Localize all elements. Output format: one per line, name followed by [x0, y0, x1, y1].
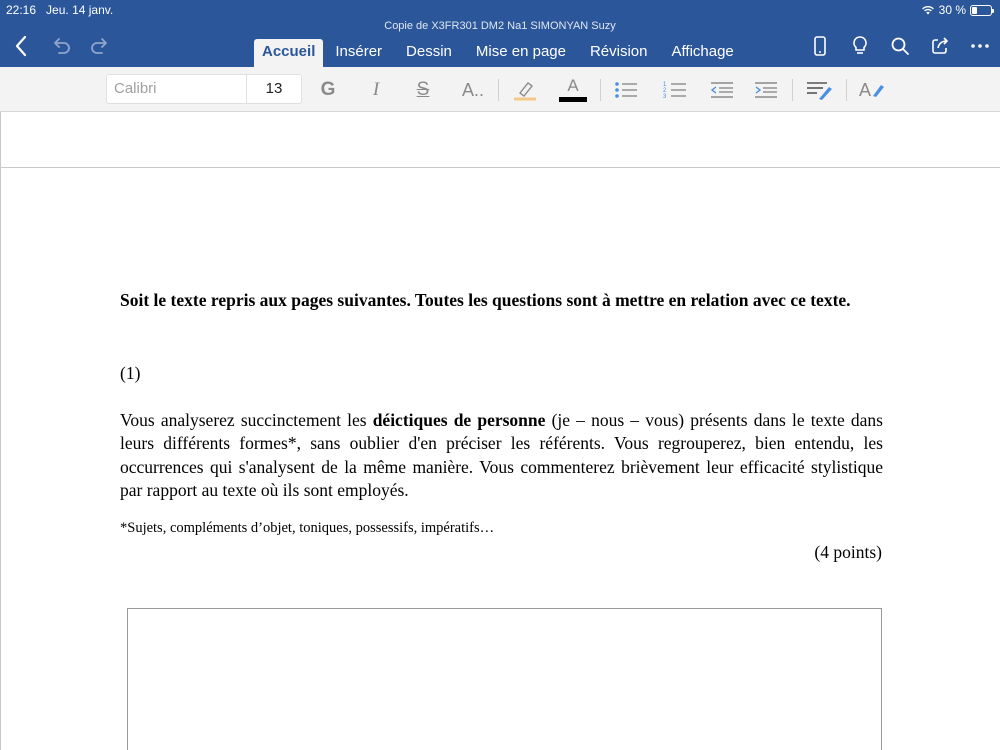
answer-box[interactable]	[127, 608, 882, 750]
ribbon-separator	[600, 79, 601, 101]
footnote: *Sujets, compléments d’objet, toniques, possessifs, impératifs…	[120, 520, 495, 536]
bullet-list-icon[interactable]	[612, 77, 640, 103]
redo-icon[interactable]	[87, 33, 113, 59]
status-time: 22:16	[6, 3, 37, 17]
font-color-button[interactable]	[558, 77, 588, 103]
document-canvas[interactable]	[0, 112, 1000, 750]
italic-button[interactable]: I	[372, 79, 380, 100]
status-indicators	[921, 3, 992, 17]
decrease-indent-icon[interactable]	[708, 77, 736, 103]
increase-indent-icon[interactable]	[752, 77, 780, 103]
font-controls	[106, 74, 302, 104]
brush-icon	[871, 82, 885, 98]
question-number: (1)	[120, 363, 141, 383]
tab-revision[interactable]: Révision	[589, 43, 648, 60]
font-name-field[interactable]: Calibri	[107, 75, 247, 103]
svg-text:3: 3	[663, 94, 667, 100]
page-break	[1, 167, 1000, 168]
svg-text:1: 1	[663, 82, 667, 88]
paragraph-text-end: (je – nous – vous) présents dans le texte dans leurs différents formes*, sans oublier d'en préciser les référents. Vous regrouperez, bien entendu, les occurrences qui s'analysent de la même manière. Vous commenterez brièvement leur efficacité stylistique par rapport au texte où ils sont employés.	[120, 410, 883, 500]
battery-percent: 30 %	[938, 3, 966, 17]
tab-mise-en-page[interactable]: Mise en page	[475, 43, 566, 60]
status-clock	[6, 3, 113, 17]
battery-icon	[970, 5, 992, 16]
ribbon-separator	[846, 79, 847, 101]
phone-icon[interactable]	[808, 34, 832, 58]
ribbon-separator	[792, 79, 793, 101]
share-icon[interactable]	[928, 34, 952, 58]
status-date: Jeu. 14 janv.	[46, 3, 114, 17]
paragraph-text-start: Vous analyserez succinctement les	[120, 410, 373, 430]
tab-inserer[interactable]: Insérer	[335, 43, 383, 60]
bold-button[interactable]: G	[320, 79, 336, 100]
wifi-icon	[921, 5, 935, 15]
chevron-left-icon[interactable]	[8, 33, 34, 59]
numbered-list-icon[interactable]	[661, 77, 689, 103]
battery-fill	[972, 7, 977, 14]
svg-text:2: 2	[663, 88, 667, 94]
font-color-letter: A	[567, 76, 579, 95]
question-paragraph	[120, 409, 883, 502]
document-title: Copie de X3FR301 DM2 Na1 SIMONYAN Suzy	[384, 20, 616, 32]
font-color-swatch	[559, 97, 587, 102]
tab-affichage[interactable]: Affichage	[671, 43, 734, 60]
styles-letter: A	[858, 79, 871, 100]
tab-accueil[interactable]: Accueil	[254, 39, 323, 67]
more-icon[interactable]	[968, 34, 992, 58]
strikethrough-button[interactable]: S	[416, 79, 430, 100]
font-size-field[interactable]: 13	[265, 80, 283, 97]
ribbon-toolbar	[0, 67, 1000, 112]
text-effects-button[interactable]: A..	[461, 79, 484, 100]
ribbon-separator	[498, 79, 499, 101]
title-bar	[0, 0, 1000, 67]
highlighter-icon[interactable]	[510, 77, 540, 103]
tab-dessin[interactable]: Dessin	[406, 43, 452, 60]
lightbulb-icon[interactable]	[848, 34, 872, 58]
points-label: (4 points)	[814, 542, 882, 562]
ribbon-tabs	[254, 39, 746, 67]
paragraph-bold-term: déictiques de personne	[372, 410, 546, 430]
styles-button[interactable]	[856, 77, 888, 103]
intro-paragraph: Soit le texte repris aux pages suivantes. Toutes les questions sont à mettre en relation avec ce texte.	[120, 290, 851, 310]
search-icon[interactable]	[888, 34, 912, 58]
undo-icon[interactable]	[48, 33, 74, 59]
paragraph-styles-icon[interactable]	[804, 77, 834, 103]
